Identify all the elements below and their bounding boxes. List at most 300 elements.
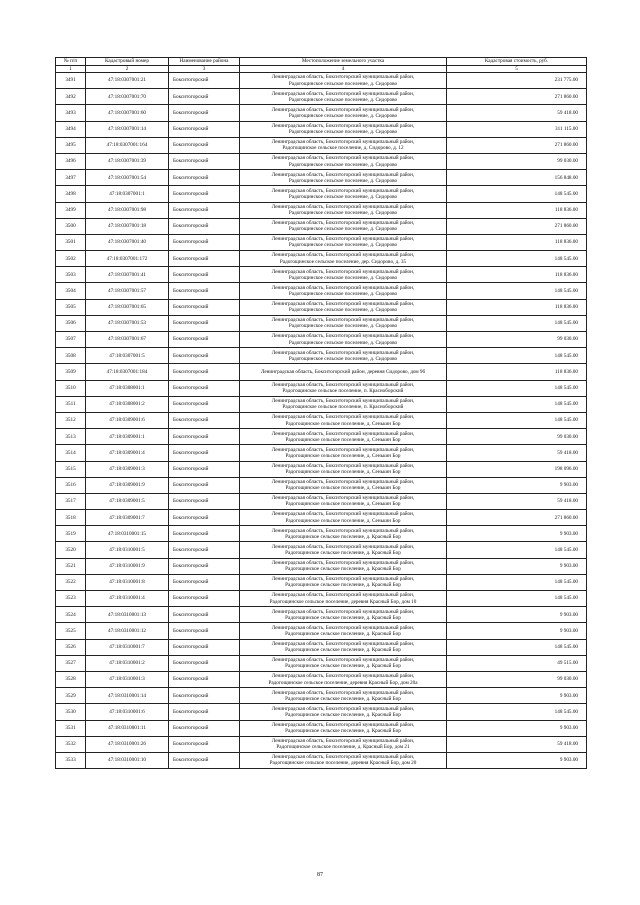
table-row [56, 105, 587, 121]
location-line-2: Радогощинское сельское поселение, деревня Красный Бор, дом 10 [269, 598, 417, 605]
location-cell [240, 558, 447, 574]
location-line-2: Радогощинское сельское поселение, д. Сидорово [288, 177, 398, 184]
cadastral-number-cell: 47:18:0307001:53 [86, 315, 169, 331]
district-cell: Бокситогорский [169, 704, 240, 720]
cadastral-number-cell: 47:18:0307001:98 [86, 202, 169, 218]
table-row [56, 364, 587, 380]
location-cell [240, 720, 447, 736]
district-cell: Бокситогорский [169, 542, 240, 558]
table-row [56, 89, 587, 105]
row-number-cell: 3524 [56, 607, 86, 623]
cadastral-value-cell: 118 836.00 [447, 267, 587, 283]
district-cell: Бокситогорский [169, 251, 240, 267]
cadastral-number-cell: 47:18:0307001:172 [86, 251, 169, 267]
location-line-1: Ленинградская область, Бокситогорский муниципальный район, [271, 608, 415, 615]
cadastral-number-cell: 47:18:0307001:70 [86, 89, 169, 105]
location-line-1: Ленинградская область, Бокситогорский муниципальный район, [271, 155, 415, 162]
table-row [56, 591, 587, 607]
location-line-2: Радогощинское сельское поселение, д. Красный Бор [285, 663, 401, 670]
table-row [56, 671, 587, 687]
location-line-1: Ленинградская область, Бокситогорский муниципальный район, [271, 462, 415, 469]
row-number-cell: 3521 [56, 558, 86, 574]
row-number-cell: 3501 [56, 234, 86, 250]
cadastral-value-cell: 148 545.00 [447, 542, 587, 558]
row-number-cell: 3523 [56, 591, 86, 607]
table-row [56, 510, 587, 526]
district-cell: Бокситогорский [169, 202, 240, 218]
table-header [56, 58, 587, 73]
table-row [56, 348, 587, 364]
cadastral-value-cell: 9 903.00 [447, 526, 587, 542]
cadastral-value-cell: 271 860.00 [447, 137, 587, 153]
location-cell [240, 752, 447, 768]
location-cell [240, 736, 447, 752]
cadastral-number-cell: 47:18:0310001:15 [86, 526, 169, 542]
row-number-cell: 3518 [56, 510, 86, 526]
district-cell: Бокситогорский [169, 461, 240, 477]
cadastral-value-cell: 148 545.00 [447, 704, 587, 720]
location-cell [240, 89, 447, 105]
district-cell: Бокситогорский [169, 364, 240, 380]
district-cell: Бокситогорский [169, 445, 240, 461]
table-row [56, 332, 587, 348]
location-line-1: Ленинградская область, Бокситогорский муниципальный район, [271, 220, 415, 227]
table-row [56, 752, 587, 768]
location-line-1: Ленинградская область, Бокситогорский муниципальный район, [271, 721, 415, 728]
row-number-cell: 3507 [56, 332, 86, 348]
table-row [56, 429, 587, 445]
location-line-1: Ленинградская область, Бокситогорский муниципальный район, [271, 381, 415, 388]
cadastral-value-cell: 148 545.00 [447, 591, 587, 607]
row-number-cell: 3515 [56, 461, 86, 477]
location-cell [240, 186, 447, 202]
table-row [56, 688, 587, 704]
location-cell [240, 153, 447, 169]
location-line-2: Радогощинское сельское поселение, д. Сидорово [288, 80, 398, 87]
location-cell [240, 251, 447, 267]
table-row [56, 639, 587, 655]
cadastral-number-cell: 47:18:0310001:10 [86, 752, 169, 768]
location-line-1: Ленинградская область, Бокситогорский муниципальный район, [271, 268, 415, 275]
location-cell [240, 380, 447, 396]
location-cell [240, 607, 447, 623]
location-line-2: Радогощинское сельское поселение, деревня Красный Бор, дом 20а [268, 679, 418, 686]
location-cell [240, 704, 447, 720]
location-line-1: Ленинградская область, Бокситогорский муниципальный район, [271, 543, 415, 550]
cadastral-value-cell: 49 515.00 [447, 655, 587, 671]
table-row [56, 267, 587, 283]
district-cell: Бокситогорский [169, 218, 240, 234]
location-cell [240, 202, 447, 218]
cadastral-value-cell: 148 545.00 [447, 380, 587, 396]
header-number-4: 4 [240, 66, 447, 73]
location-line-2: Радогощинское сельское поселение, д. Красный Бор [285, 614, 401, 621]
table-row [56, 234, 587, 250]
cadastral-number-cell: 47:18:0310001:5 [86, 542, 169, 558]
table-row [56, 299, 587, 315]
cadastral-number-cell: 47:18:0308001:2 [86, 396, 169, 412]
document-sheet [55, 57, 586, 769]
cadastral-number-cell: 47:18:0307001:14 [86, 121, 169, 137]
location-line-1: Ленинградская область, Бокситогорский муниципальный район, [271, 576, 415, 583]
row-number-cell: 3497 [56, 170, 86, 186]
table-row [56, 170, 587, 186]
location-cell [240, 445, 447, 461]
location-line-1: Ленинградская область, Бокситогорский муниципальный район, [271, 430, 415, 437]
district-cell: Бокситогорский [169, 493, 240, 509]
district-cell: Бокситогорский [169, 655, 240, 671]
location-line-2: Радогощинское сельское поселение, д. Сенькин Бор [285, 452, 401, 459]
district-cell: Бокситогорский [169, 574, 240, 590]
location-line-2: Радогощинское сельское поселение, д. Сидорово [288, 96, 398, 103]
location-line-1: Ленинградская область, Бокситогорский муниципальный район, [271, 511, 415, 518]
header-row-number: № п/п [56, 58, 86, 66]
location-cell [240, 574, 447, 590]
district-cell: Бокситогорский [169, 283, 240, 299]
location-cell [240, 510, 447, 526]
cadastral-value-cell: 198 096.00 [447, 461, 587, 477]
district-cell: Бокситогорский [169, 591, 240, 607]
row-number-cell: 3502 [56, 251, 86, 267]
table-row [56, 720, 587, 736]
district-cell: Бокситогорский [169, 137, 240, 153]
district-cell: Бокситогорский [169, 671, 240, 687]
location-line-1: Ленинградская область, Бокситогорский муниципальный район, [271, 106, 415, 113]
cadastral-number-cell: 47:18:0310001:6 [86, 704, 169, 720]
cadastral-value-cell: 271 860.00 [447, 89, 587, 105]
table-row [56, 526, 587, 542]
location-line-1: Ленинградская область, Бокситогорский муниципальный район, [271, 398, 415, 405]
cadastral-value-cell: 9 903.00 [447, 688, 587, 704]
cadastral-value-cell: 59 418.00 [447, 493, 587, 509]
district-cell: Бокситогорский [169, 299, 240, 315]
cadastral-value-cell: 99 030.00 [447, 429, 587, 445]
cadastral-value-cell: 231 775.00 [447, 73, 587, 89]
row-number-cell: 3495 [56, 137, 86, 153]
header-numbering-row [56, 66, 587, 73]
cadastral-number-cell: 47:18:0310001:26 [86, 736, 169, 752]
table-row [56, 493, 587, 509]
location-line-2: Радогощинское сельское поселение, д. Сидорово [288, 355, 398, 362]
cadastral-number-cell: 47:18:0307001:164 [86, 137, 169, 153]
district-cell: Бокситогорский [169, 736, 240, 752]
row-number-cell: 3514 [56, 445, 86, 461]
row-number-cell: 3505 [56, 299, 86, 315]
cadastral-number-cell: 47:18:0309001:5 [86, 493, 169, 509]
location-line-1: Ленинградская область, Бокситогорский муниципальный район, [271, 203, 415, 210]
header-cadastral-number: Кадастровый номер [86, 58, 169, 66]
location-line-2: Радогощинское сельское поселение, деревня Красный Бор, дом 20 [269, 760, 417, 767]
cadastral-number-cell: 47:18:0309001:4 [86, 445, 169, 461]
cadastral-number-cell: 47:18:0307001:65 [86, 299, 169, 315]
cadastral-value-cell: 148 545.00 [447, 412, 587, 428]
cadastral-number-cell: 47:18:0307001:18 [86, 218, 169, 234]
cadastral-number-cell: 47:18:0307001:40 [86, 234, 169, 250]
row-number-cell: 3509 [56, 364, 86, 380]
location-line-1: Ленинградская область, Бокситогорский муниципальный район, [271, 414, 415, 421]
table-row [56, 704, 587, 720]
table-row [56, 218, 587, 234]
cadastral-value-cell: 311 115.00 [447, 121, 587, 137]
row-number-cell: 3506 [56, 315, 86, 331]
location-cell [240, 412, 447, 428]
location-line-1: Ленинградская область, Бокситогорский муниципальный район, [271, 527, 415, 534]
header-cadastral-value: Кадастровая стоимость, руб. [447, 58, 587, 66]
location-line-1: Ленинградская область, Бокситогорский муниципальный район, [271, 301, 415, 308]
location-line-1: Ленинградская область, Бокситогорский муниципальный район, [271, 122, 415, 129]
cadastral-value-cell: 118 836.00 [447, 202, 587, 218]
location-line-1: Ленинградская область, Бокситогорский муниципальный район, [271, 139, 415, 146]
row-number-cell: 3491 [56, 73, 86, 89]
district-cell: Бокситогорский [169, 186, 240, 202]
location-line-1: Ленинградская область, Бокситогорский муниципальный район, [271, 640, 415, 647]
cadastral-number-cell: 47:18:0310001:7 [86, 639, 169, 655]
row-number-cell: 3516 [56, 477, 86, 493]
location-line-2: Радогощинское сельское поселение, д. Сидорово [288, 339, 398, 346]
table-row [56, 380, 587, 396]
location-cell [240, 526, 447, 542]
location-line-2: Радогощинское сельское поселение, д. Сенькин Бор [285, 469, 401, 476]
header-number-3: 3 [169, 66, 240, 73]
location-line-2: Радогощинское сельское поселение, д. Сидорово [288, 161, 398, 168]
cadastral-number-cell: 47:18:0307001:1 [86, 186, 169, 202]
location-cell [240, 218, 447, 234]
district-cell: Бокситогорский [169, 623, 240, 639]
table-row [56, 186, 587, 202]
row-number-cell: 3529 [56, 688, 86, 704]
location-line-2: Радогощинское сельское поселение, д. Красный Бор [285, 550, 401, 557]
cadastral-number-cell: 47:18:0307001:21 [86, 73, 169, 89]
location-line-2: Радогощинское сельское поселение, д. Красный Бор [285, 711, 401, 718]
district-cell: Бокситогорский [169, 105, 240, 121]
row-number-cell: 3503 [56, 267, 86, 283]
location-line-1: Ленинградская область, Бокситогорский муниципальный район, [271, 479, 415, 486]
cadastral-number-cell: 47:18:0310001:3 [86, 671, 169, 687]
location-line-1: Ленинградская область, Бокситогорский муниципальный район, [271, 592, 415, 599]
location-line-2: Радогощинское сельское поселение, д. Красный Бор [285, 630, 401, 637]
location-cell [240, 542, 447, 558]
location-line-2: Радогощинское сельское поселение, д. Красный Бор [285, 582, 401, 589]
table-row [56, 445, 587, 461]
row-number-cell: 3504 [56, 283, 86, 299]
location-cell [240, 315, 447, 331]
table-row [56, 607, 587, 623]
district-cell: Бокситогорский [169, 412, 240, 428]
location-line-1: Ленинградская область, Бокситогорский муниципальный район, [271, 333, 415, 340]
location-line-2: Радогощинское сельское поселение, д. Сидорово [288, 129, 398, 136]
header-location: Местоположение земельного участка [240, 58, 447, 66]
location-line-1: Ленинградская область, Бокситогорский муниципальный район, [271, 705, 415, 712]
cadastral-number-cell: 47:18:0309001:7 [86, 510, 169, 526]
table-row [56, 315, 587, 331]
row-number-cell: 3508 [56, 348, 86, 364]
location-cell [240, 73, 447, 89]
header-district: Наименование района [169, 58, 240, 66]
location-line-1: Ленинградская область, Бокситогорский муниципальный район, [271, 252, 415, 259]
cadastral-number-cell: 47:18:0310001:4 [86, 591, 169, 607]
location-line-1: Ленинградская область, Бокситогорский муниципальный район, [271, 74, 415, 81]
location-line-1: Ленинградская область, Бокситогорский муниципальный район, [271, 171, 415, 178]
cadastral-value-cell: 118 836.00 [447, 299, 587, 315]
location-line-2: Радогощинское сельское поселение, д. Красный Бор [285, 566, 401, 573]
location-line-2: Радогощинское сельское поселение, д. Сенькин Бор [285, 420, 401, 427]
location-line-2: Радогощинское сельское поселение, д. Сенькин Бор [285, 501, 401, 508]
district-cell: Бокситогорский [169, 720, 240, 736]
district-cell: Бокситогорский [169, 639, 240, 655]
cadastral-value-cell: 156 848.00 [447, 170, 587, 186]
location-line-1: Ленинградская область, Бокситогорский муниципальный район, [271, 689, 415, 696]
location-line-2: Радогощинское сельское поселение, д. Сидорово [288, 210, 398, 217]
district-cell: Бокситогорский [169, 526, 240, 542]
row-number-cell: 3530 [56, 704, 86, 720]
row-number-cell: 3493 [56, 105, 86, 121]
cadastral-value-cell: 59 418.00 [447, 105, 587, 121]
location-line-2: Радогощинское сельское поселение, д. Сидорово, д. 12 [282, 145, 404, 152]
district-cell: Бокситогорский [169, 89, 240, 105]
cadastral-value-cell: 148 545.00 [447, 186, 587, 202]
location-line-1: Ленинградская область, Бокситогорский муниципальный район, [271, 495, 415, 502]
location-line-2: Радогощинское сельское поселение, д. Красный Бор, дом 21 [276, 744, 410, 751]
row-number-cell: 3511 [56, 396, 86, 412]
cadastral-number-cell: 47:18:0307001:184 [86, 364, 169, 380]
table-row [56, 736, 587, 752]
location-line-1: Ленинградская область, Бокситогорский район, деревня Сидорово, дом 9б [260, 368, 426, 375]
cadastral-number-cell: 47:18:0310001:8 [86, 574, 169, 590]
cadastral-value-cell: 148 545.00 [447, 315, 587, 331]
location-cell [240, 364, 447, 380]
location-line-2: Радогощинское сельское поселение, д. Сидорово [288, 307, 398, 314]
table-row [56, 655, 587, 671]
district-cell: Бокситогорский [169, 348, 240, 364]
location-line-1: Ленинградская область, Бокситогорский муниципальный район, [271, 657, 415, 664]
location-line-2: Радогощинское сельское поселение, д. Сенькин Бор [285, 517, 401, 524]
location-line-1: Ленинградская область, Бокситогорский муниципальный район, [271, 624, 415, 631]
row-number-cell: 3520 [56, 542, 86, 558]
district-cell: Бокситогорский [169, 752, 240, 768]
table-row [56, 477, 587, 493]
location-cell [240, 348, 447, 364]
location-cell [240, 639, 447, 655]
cadastral-value-cell: 148 545.00 [447, 283, 587, 299]
cadastral-number-cell: 47:18:0309001:6 [86, 412, 169, 428]
table-row [56, 283, 587, 299]
district-cell: Бокситогорский [169, 607, 240, 623]
location-cell [240, 267, 447, 283]
location-cell [240, 121, 447, 137]
location-cell [240, 429, 447, 445]
header-number-5: 5 [447, 66, 587, 73]
cadastral-number-cell: 47:18:0307001:54 [86, 170, 169, 186]
table-body [56, 73, 587, 769]
location-line-1: Ленинградская область, Бокситогорский муниципальный район, [271, 560, 415, 567]
page-number: 87 [317, 872, 323, 878]
cadastral-value-cell: 148 545.00 [447, 574, 587, 590]
cadastral-number-cell: 47:18:0307001:5 [86, 348, 169, 364]
district-cell: Бокситогорский [169, 477, 240, 493]
table-row [56, 137, 587, 153]
location-line-1: Ленинградская область, Бокситогорский муниципальный район, [271, 284, 415, 291]
district-cell: Бокситогорский [169, 558, 240, 574]
location-cell [240, 105, 447, 121]
location-line-2: Радогощинское сельское поселение, д. Сидорово [288, 193, 398, 200]
cadastral-value-cell: 59 418.00 [447, 445, 587, 461]
location-cell [240, 396, 447, 412]
cadastral-value-cell: 271 860.00 [447, 510, 587, 526]
location-cell [240, 591, 447, 607]
header-number-1: 1 [56, 66, 86, 73]
cadastral-number-cell: 47:18:0310001:9 [86, 558, 169, 574]
location-line-2: Радогощинское сельское поселение, п. Красноборский [282, 404, 404, 411]
location-cell [240, 623, 447, 639]
cadastral-value-cell: 271 860.00 [447, 218, 587, 234]
district-cell: Бокситогорский [169, 332, 240, 348]
location-line-2: Радогощинское сельское поселение, д. Сидорово [288, 226, 398, 233]
row-number-cell: 3498 [56, 186, 86, 202]
table-row [56, 542, 587, 558]
location-line-2: Радогощинское сельское поселение, д. Сидорово [288, 112, 398, 119]
row-number-cell: 3500 [56, 218, 86, 234]
table-row [56, 202, 587, 218]
location-line-1: Ленинградская область, Бокситогорский муниципальный район, [271, 349, 415, 356]
location-cell [240, 234, 447, 250]
row-number-cell: 3519 [56, 526, 86, 542]
table-row [56, 396, 587, 412]
table-row [56, 73, 587, 89]
cadastral-number-cell: 47:18:0310001:11 [86, 720, 169, 736]
district-cell: Бокситогорский [169, 510, 240, 526]
table-row [56, 574, 587, 590]
cadastral-value-cell: 99 030.00 [447, 671, 587, 687]
cadastral-value-cell: 9 903.00 [447, 477, 587, 493]
cadastral-value-cell: 148 545.00 [447, 251, 587, 267]
district-cell: Бокситогорский [169, 380, 240, 396]
district-cell: Бокситогорский [169, 121, 240, 137]
cadastral-number-cell: 47:18:0307001:67 [86, 332, 169, 348]
cadastral-value-cell: 118 836.00 [447, 364, 587, 380]
row-number-cell: 3526 [56, 639, 86, 655]
row-number-cell: 3492 [56, 89, 86, 105]
row-number-cell: 3527 [56, 655, 86, 671]
location-line-2: Радогощинское сельское поселение, д. Красный Бор [285, 728, 401, 735]
location-line-2: Радогощинское сельское поселение, д. Красный Бор [285, 533, 401, 540]
location-line-1: Ленинградская область, Бокситогорский муниципальный район, [271, 738, 415, 745]
cadastral-value-cell: 9 903.00 [447, 752, 587, 768]
district-cell: Бокситогорский [169, 153, 240, 169]
location-cell [240, 283, 447, 299]
cadastral-number-cell: 47:18:0308001:1 [86, 380, 169, 396]
location-line-1: Ленинградская область, Бокситогорский муниципальный район, [271, 317, 415, 324]
location-line-2: Радогощинское сельское поселение, д. Сидорово [288, 242, 398, 249]
cadastral-value-cell: 118 836.00 [447, 234, 587, 250]
district-cell: Бокситогорский [169, 73, 240, 89]
table-row [56, 558, 587, 574]
location-cell [240, 332, 447, 348]
cadastral-number-cell: 47:18:0307001:57 [86, 283, 169, 299]
cadastral-number-cell: 47:18:0310001:13 [86, 607, 169, 623]
location-cell [240, 655, 447, 671]
location-line-2: Радогощинское сельское поселение, д. Красный Бор [285, 647, 401, 654]
location-cell [240, 477, 447, 493]
row-number-cell: 3510 [56, 380, 86, 396]
cadastral-value-cell: 9 903.00 [447, 607, 587, 623]
location-line-2: Радогощинское сельское поселение, д. Сидорово [288, 291, 398, 298]
cadastral-number-cell: 47:18:0309001:3 [86, 461, 169, 477]
location-cell [240, 688, 447, 704]
table-row [56, 412, 587, 428]
district-cell: Бокситогорский [169, 396, 240, 412]
location-line-2: Радогощинское сельское поселение, д. Сидорово [288, 274, 398, 281]
row-number-cell: 3494 [56, 121, 86, 137]
